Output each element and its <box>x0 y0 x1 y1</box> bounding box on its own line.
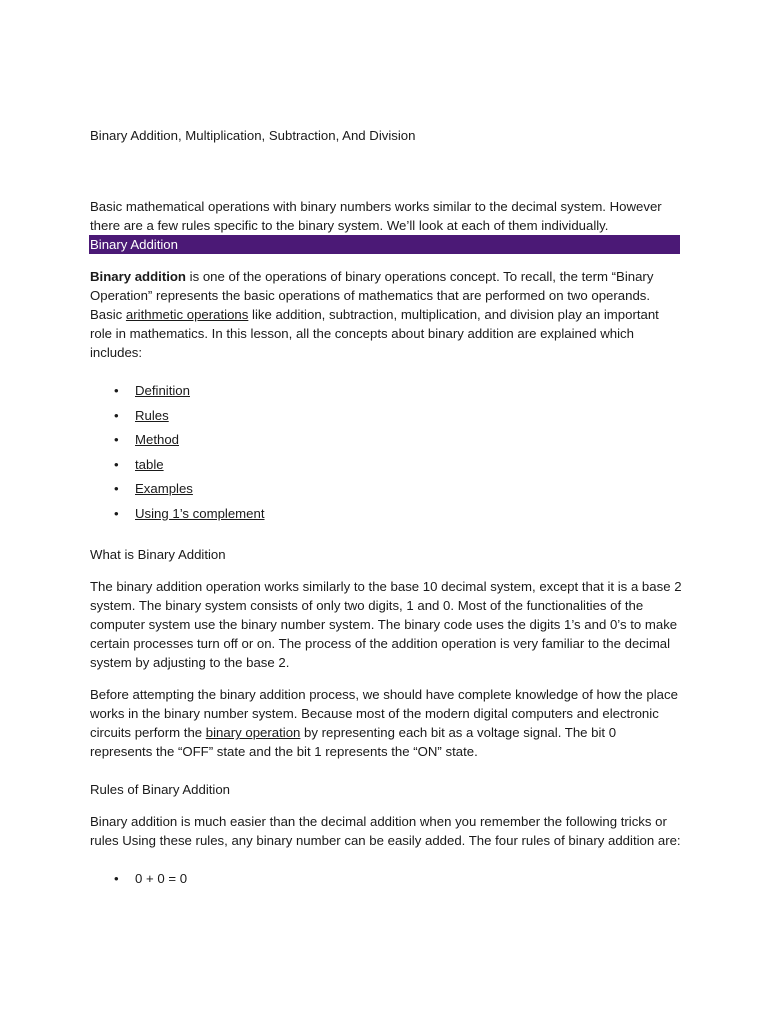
arithmetic-operations-link[interactable]: arithmetic operations <box>125 307 249 322</box>
bullet-icon: • <box>114 481 119 496</box>
list-item <box>90 504 682 529</box>
list-item <box>90 455 682 480</box>
binary-operation-link[interactable]: binary operation <box>205 725 301 740</box>
bullet-icon: • <box>114 456 119 472</box>
bullet-icon: • <box>114 871 119 886</box>
list-item <box>90 381 682 406</box>
rules-paragraph: Binary addition is much easier than the decimal addition when you remember the following tricks or rules Using these rules, any binary number can be easily added. The four rules of binary addition are: <box>90 814 681 848</box>
bullet-icon: • <box>114 505 119 521</box>
topic-link-rules[interactable]: Rules <box>135 407 169 423</box>
topic-link-examples[interactable]: Examples <box>135 481 193 496</box>
paragraph-text: Before attempting the binary addition process, we should have complete knowledge of how the place works in the binary number system. Because most of the modern digital computers and electronic circuits perform the <box>90 687 678 740</box>
topics-list <box>90 381 682 528</box>
topic-link-table[interactable]: table <box>135 456 164 472</box>
paragraph-text: by representing each bit as a voltage signal. The bit 0 represents the “OFF” state and the bit 1 represents the “ON” state. <box>90 725 617 759</box>
list-item <box>90 430 682 455</box>
list-item <box>90 479 682 504</box>
document-page <box>90 126 682 888</box>
paragraph-text: like addition, subtraction, multiplication, and division play an important role in mathematics. In this lesson, all the concepts about binary addition are explained which includes: <box>90 307 659 360</box>
what-is-paragraph-2 <box>90 685 682 761</box>
binary-addition-paragraph <box>90 267 682 362</box>
bullet-icon: • <box>114 432 119 447</box>
rules-list <box>90 869 682 888</box>
topic-link-definition[interactable]: Definition <box>135 383 190 398</box>
topic-link-method[interactable]: Method <box>135 432 179 447</box>
bullet-icon: • <box>114 383 119 398</box>
topic-link-ones-complement[interactable]: Using 1’s complement <box>135 505 265 521</box>
section-banner-binary-addition: Binary Addition <box>89 235 680 254</box>
list-item <box>90 869 682 888</box>
paragraph-text: is one of the operations of binary operations concept. To recall, the term “Binary Operation” represents the basic operations of mathematics that are performed on two operands. Basic <box>90 269 654 322</box>
document-title: Binary Addition, Multiplication, Subtraction, And Division <box>90 128 416 143</box>
bullet-icon: • <box>114 407 119 423</box>
list-item <box>90 406 682 431</box>
intro-paragraph: Basic mathematical operations with binary numbers works similar to the decimal system. However there are a few rules specific to the binary system. We’ll look at each of them individually. <box>90 199 662 233</box>
bold-lead: Binary addition <box>90 269 186 284</box>
what-is-heading: What is Binary Addition <box>90 547 226 562</box>
what-is-paragraph-1: The binary addition operation works similarly to the base 10 decimal system, except that it is a base 2 system. The binary system consists of only two digits, 1 and 0. Most of the functionalities of the computer system use the binary number system. The binary code uses the digits 1’s and 0’s to make certain processes turn off or on. The process of the addition operation is very familiar to the decimal system by adjusting to the base 2. <box>90 579 682 670</box>
rule-item: 0 + 0 = 0 <box>135 871 188 886</box>
rules-heading: Rules of Binary Addition <box>90 782 231 797</box>
